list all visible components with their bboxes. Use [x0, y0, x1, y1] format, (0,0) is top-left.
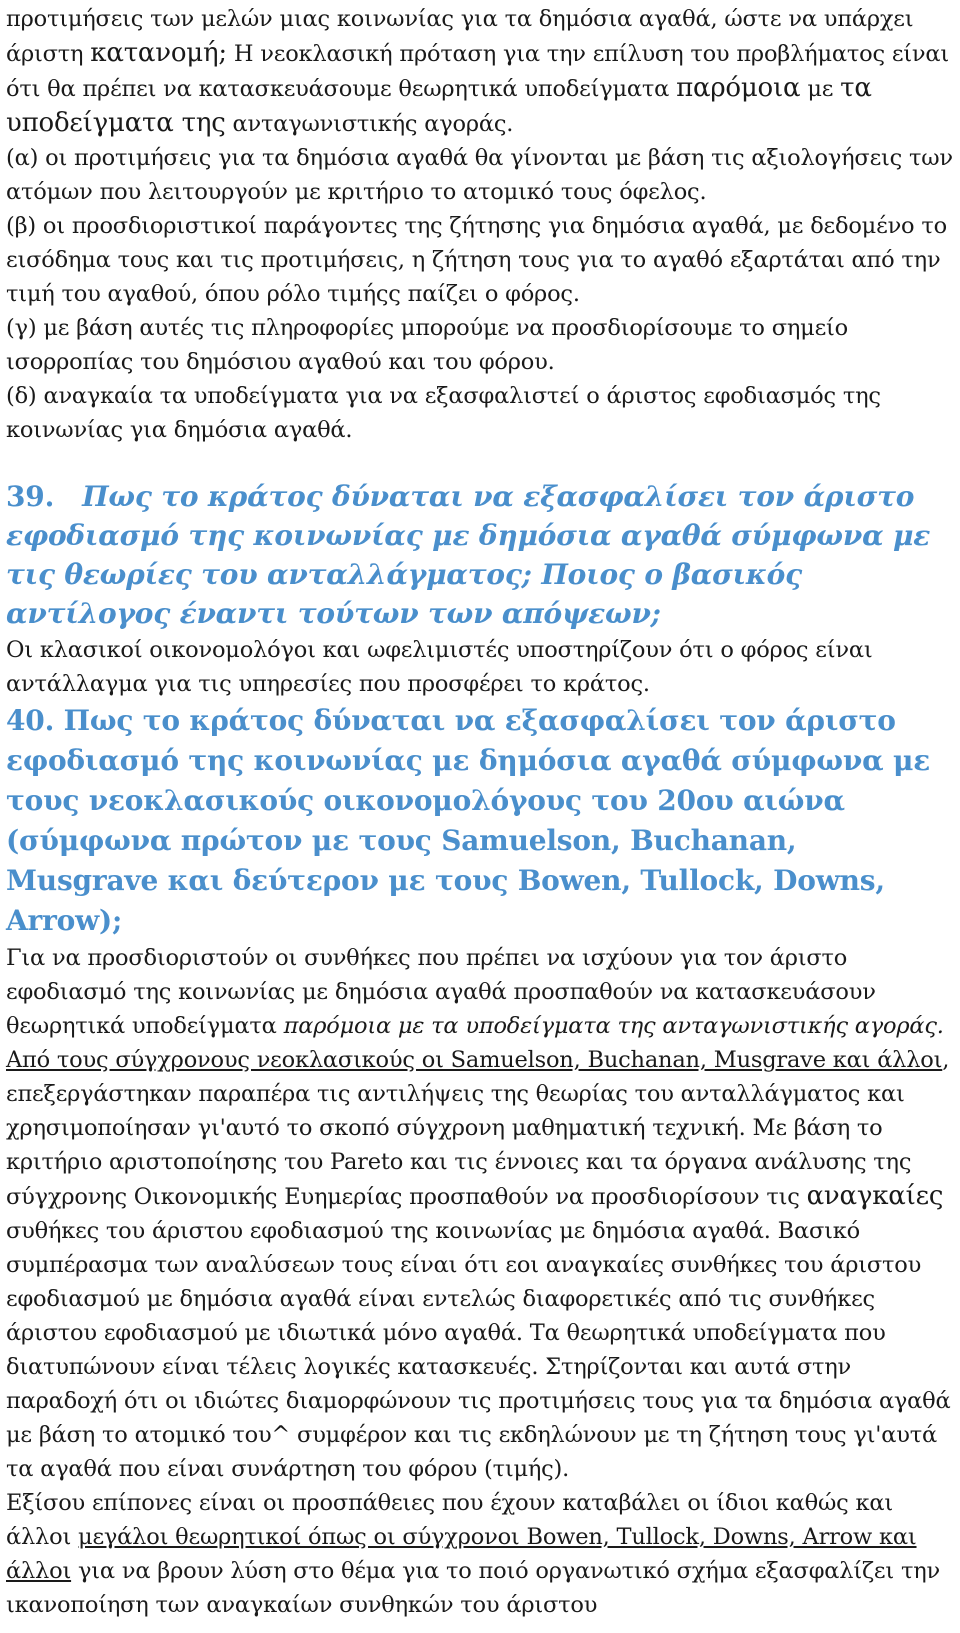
intro-text-b: Η νεοκλασική πρόταση για την επίλυση του προβλήματος είναι ότι θα πρέπει να κατασκευάσουμε θεωρητικά υποδείγματα [6, 41, 949, 102]
question-39-answer: Οι κλασικοί οικονομολόγοι και ωφελιμιστές υποστηρίζουν ότι ο φόρος είναι αντάλλαγμα για τις υπηρεσίες που προσφέρει το κράτος. [6, 637, 873, 697]
document-page [6, 0, 956, 1622]
q40-p1-italic: παρόμοια με τα υποδείγματα της ανταγωνιστικής αγοράς. [283, 1013, 944, 1039]
intro-emphasis-2: παρόμοια [676, 73, 801, 103]
q40-p2-text-b: για να βρουν λύση στο θέμα για το ποιό οργανωτικό σχήμα εξασφαλίζει την ικανοποίηση των αναγκαίων συνθηκών του άριστου [6, 1558, 940, 1618]
list-item-b: (β) οι προσδιοριστικοί παράγοντες της ζήτησης για δημόσια αγαθά, με δεδομένο το εισόδημα τους και τις προτιμήσεις, η ζήτηση τους για το αγαθό εξαρτάται από την τιμή του αγαθού, όπου ρόλο τιμήςς παίζει ο φόρος. [6, 213, 947, 307]
question-40-heading: 40. Πως το κράτος δύναται να εξασφαλίσει τον άριστο εφοδιασμό της κοινωνίας με δημόσια αγαθά σύμφωνα με τους νεοκλασικούς οικονομολόγους του 20ου αιώνα (σύμφωνα πρώτον με τους Samuelson, Buchanan, Musgrave και δεύτερον με τους Bowen, Tullock, Downs, Arrow); [6, 704, 931, 937]
list-item-c: (γ) με βάση αυτές τις πληροφορίες μπορούμε να προσδιορίσουμε το σημείο ισορροπίας του δημόσιου αγαθού και του φόρου. [6, 315, 848, 375]
q40-p1-text-a: Για να προσδιοριστούν οι συνθήκες που πρέπει να ισχύουν για τον άριστο εφοδιασμό της κοινωνίας με δημόσια αγαθά προσπαθούν να κατασκευάσουν θεωρητικά υποδείγματα [6, 945, 876, 1039]
intro-paragraph [6, 2, 956, 141]
intro-emphasis-1: κατανομή; [90, 38, 227, 68]
intro-text-d: ανταγωνιστικής αγοράς. [225, 111, 514, 137]
q40-p2-underlined: μεγάλοι θεωρητικοί όπως οι σύγχρονοι Bowen, Tullock, Downs, Arrow και άλλοι [6, 1524, 917, 1584]
q40-p1-underlined: Από τους σύγχρονους νεοκλασικούς οι Samuelson, Buchanan, Musgrave και άλλοι [6, 1047, 943, 1073]
list-item-d: (δ) αναγκαία τα υποδείγματα για να εξασφαλιστεί ο άριστος εφοδιασμός της κοινωνίας για δημόσια αγαθά. [6, 383, 881, 443]
list-item-a: (α) οι προτιμήσεις για τα δημόσια αγαθά θα γίνονται με βάση τις αξιολογήσεις των ατόμων που λειτουργούν με κριτήριο το ατομικό τους όφελος. [6, 145, 953, 205]
question-40-paragraph-1 [6, 941, 956, 1486]
intro-text-a: προτιμήσεις των μελών μιας κοινωνίας για τα δημόσια αγαθά, ώστε να υπάρχει άριστη [6, 6, 914, 67]
question-39-number: 39. [6, 480, 55, 513]
q40-p1-text-c: συθήκες του άριστου εφοδιασμού της κοινωνίας με δημόσια αγαθά. Βασικό συμπέρασμα των αναλύσεων τους είναι ότι εοι αναγκαίες συνθήκες του άριστου εφοδιασμού με δημόσια αγαθά είναι εντελώς διαφορετικές από τις συνθήκες άριστου εφοδιασμού με ιδιωτικά μόνο αγαθά. Τα θεωρητικά υποδείγματα που διατυπώνουν είναι τέλεις λογικές κατασκευές. Στηρίζονται και αυτά στην παραδοχή ότι οι ιδιώτες διαμορφώνουν τις προτιμήσεις τους για τα δημόσια αγαθά με βάση το ατομικό του^ συμφέρον και τις εκδηλώνουν με τη ζήτηση τους γι'αυτά τα αγαθά που είναι συνάρτηση του φόρου (τιμής). [6, 1218, 951, 1482]
q40-p1-text-b: , επεξεργάστηκαν παραπέρα τις αντιλήψεις της θεωρίας του ανταλλάγματος και χρησιμοποίησαν γι'αυτό το σκοπό σύγχρονη μαθηματική τεχνική. Με βάση το κριτήριο αριστοποίησης του Pareto και τις έννοιες και τα όργανα ανάλυσης της σύγχρονης Οικονομικής Ευημερίας προσπαθούν να προσδιορίσουν τις [6, 1047, 950, 1210]
intro-text-c: με [800, 76, 841, 102]
q40-p1-emphasis: αναγκαίες [806, 1181, 944, 1211]
question-40-paragraph-2 [6, 1486, 956, 1622]
q40-p2-text-a: Εξίσου επίπονες είναι οι προσπάθειες που έχουν καταβάλει οι ίδιοι καθώς και άλλοι [6, 1490, 893, 1550]
intro-emphasis-3: τα υποδείγματα της [6, 73, 872, 138]
question-39-title: Πως το κράτος δύναται να εξασφαλίσει τον άριστο εφοδιασμό της κοινωνίας με δημόσια αγαθά σύμφωνα με τις θεωρίες του ανταλλάγματος; Ποιος ο βασικός αντίλογος έναντι τούτων των απόψεων; [6, 480, 931, 630]
question-39-heading [6, 477, 956, 633]
